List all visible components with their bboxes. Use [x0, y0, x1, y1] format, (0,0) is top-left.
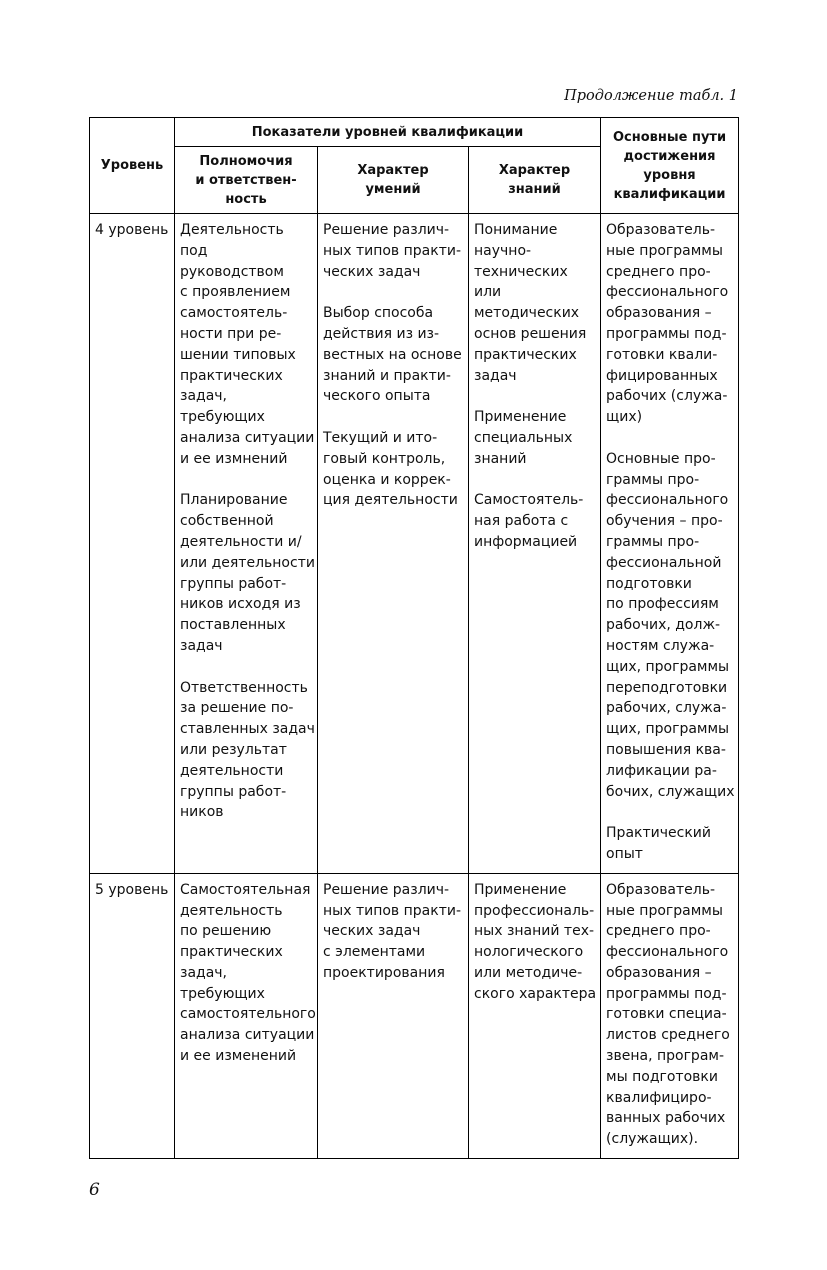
cell-authority: Самостоятельная деятельность по решению практических задач, требующих самостоятельного анализа ситуации и ее изменений [175, 873, 318, 1158]
cell-level: 4 уровень [90, 214, 175, 874]
cell-paths: Образователь- ные программы среднего про- фессионального образования – программы под- готовки квали- фицированных рабочих (служа- щих) Основные про- граммы про- фессионального обучения – про- граммы про- фессиональной подготовки по профессиям рабочих, долж- ностям служа- щих, программы переподготовки рабочих, служа- щих, программы повышения ква- лификации ра- бочих, служащих Практический опыт [601, 214, 739, 874]
page-number: 6 [89, 1180, 100, 1200]
header-level: Уровень [90, 118, 175, 214]
cell-skills: Решение различ- ных типов практи- ческих задач с элементами проектирования [318, 873, 469, 1158]
header-paths: Основные пути достижения уровня квалификации [601, 118, 739, 214]
table-row [90, 214, 739, 874]
header-knowledge: Характер знаний [469, 147, 601, 214]
cell-level: 5 уровень [90, 873, 175, 1158]
qualification-levels-table [89, 117, 739, 1159]
cell-knowledge: Применение профессиональ- ных знаний тех- нологического или методиче- ского характера [469, 873, 601, 1158]
table-continuation-caption: Продолжение табл. 1 [564, 88, 738, 104]
header-skills: Характер умений [318, 147, 469, 214]
header-indicators: Показатели уровней квалификации [175, 118, 601, 147]
cell-skills: Решение различ- ных типов практи- ческих задач Выбор способа действия из из- вестных на основе знаний и практи- ческого опыта Текущий и ито- говый контроль, оценка и коррек- ция деятельности [318, 214, 469, 874]
cell-paths: Образователь- ные программы среднего про- фессионального образования – программы под- готовки специа- листов среднего звена, програм- мы подготовки квалифициро- ванных рабочих (служащих). [601, 873, 739, 1158]
header-authority: Полномочия и ответствен- ность [175, 147, 318, 214]
table-row [90, 873, 739, 1158]
cell-authority: Деятельность под руководством с проявлением самостоятель- ности при ре- шении типовых практических задач, требующих анализа ситуации и ее измнений Планирование собственной деятельности и/ или деятельности группы работ- ников исходя из поставленных задач Ответственность за решение по- ставленных задач или результат деятельности группы работ- ников [175, 214, 318, 874]
table-header-row [90, 118, 739, 147]
cell-knowledge: Понимание научно- технических или методических основ решения практических задач Применение специальных знаний Самостоятель- ная работа с информацией [469, 214, 601, 874]
